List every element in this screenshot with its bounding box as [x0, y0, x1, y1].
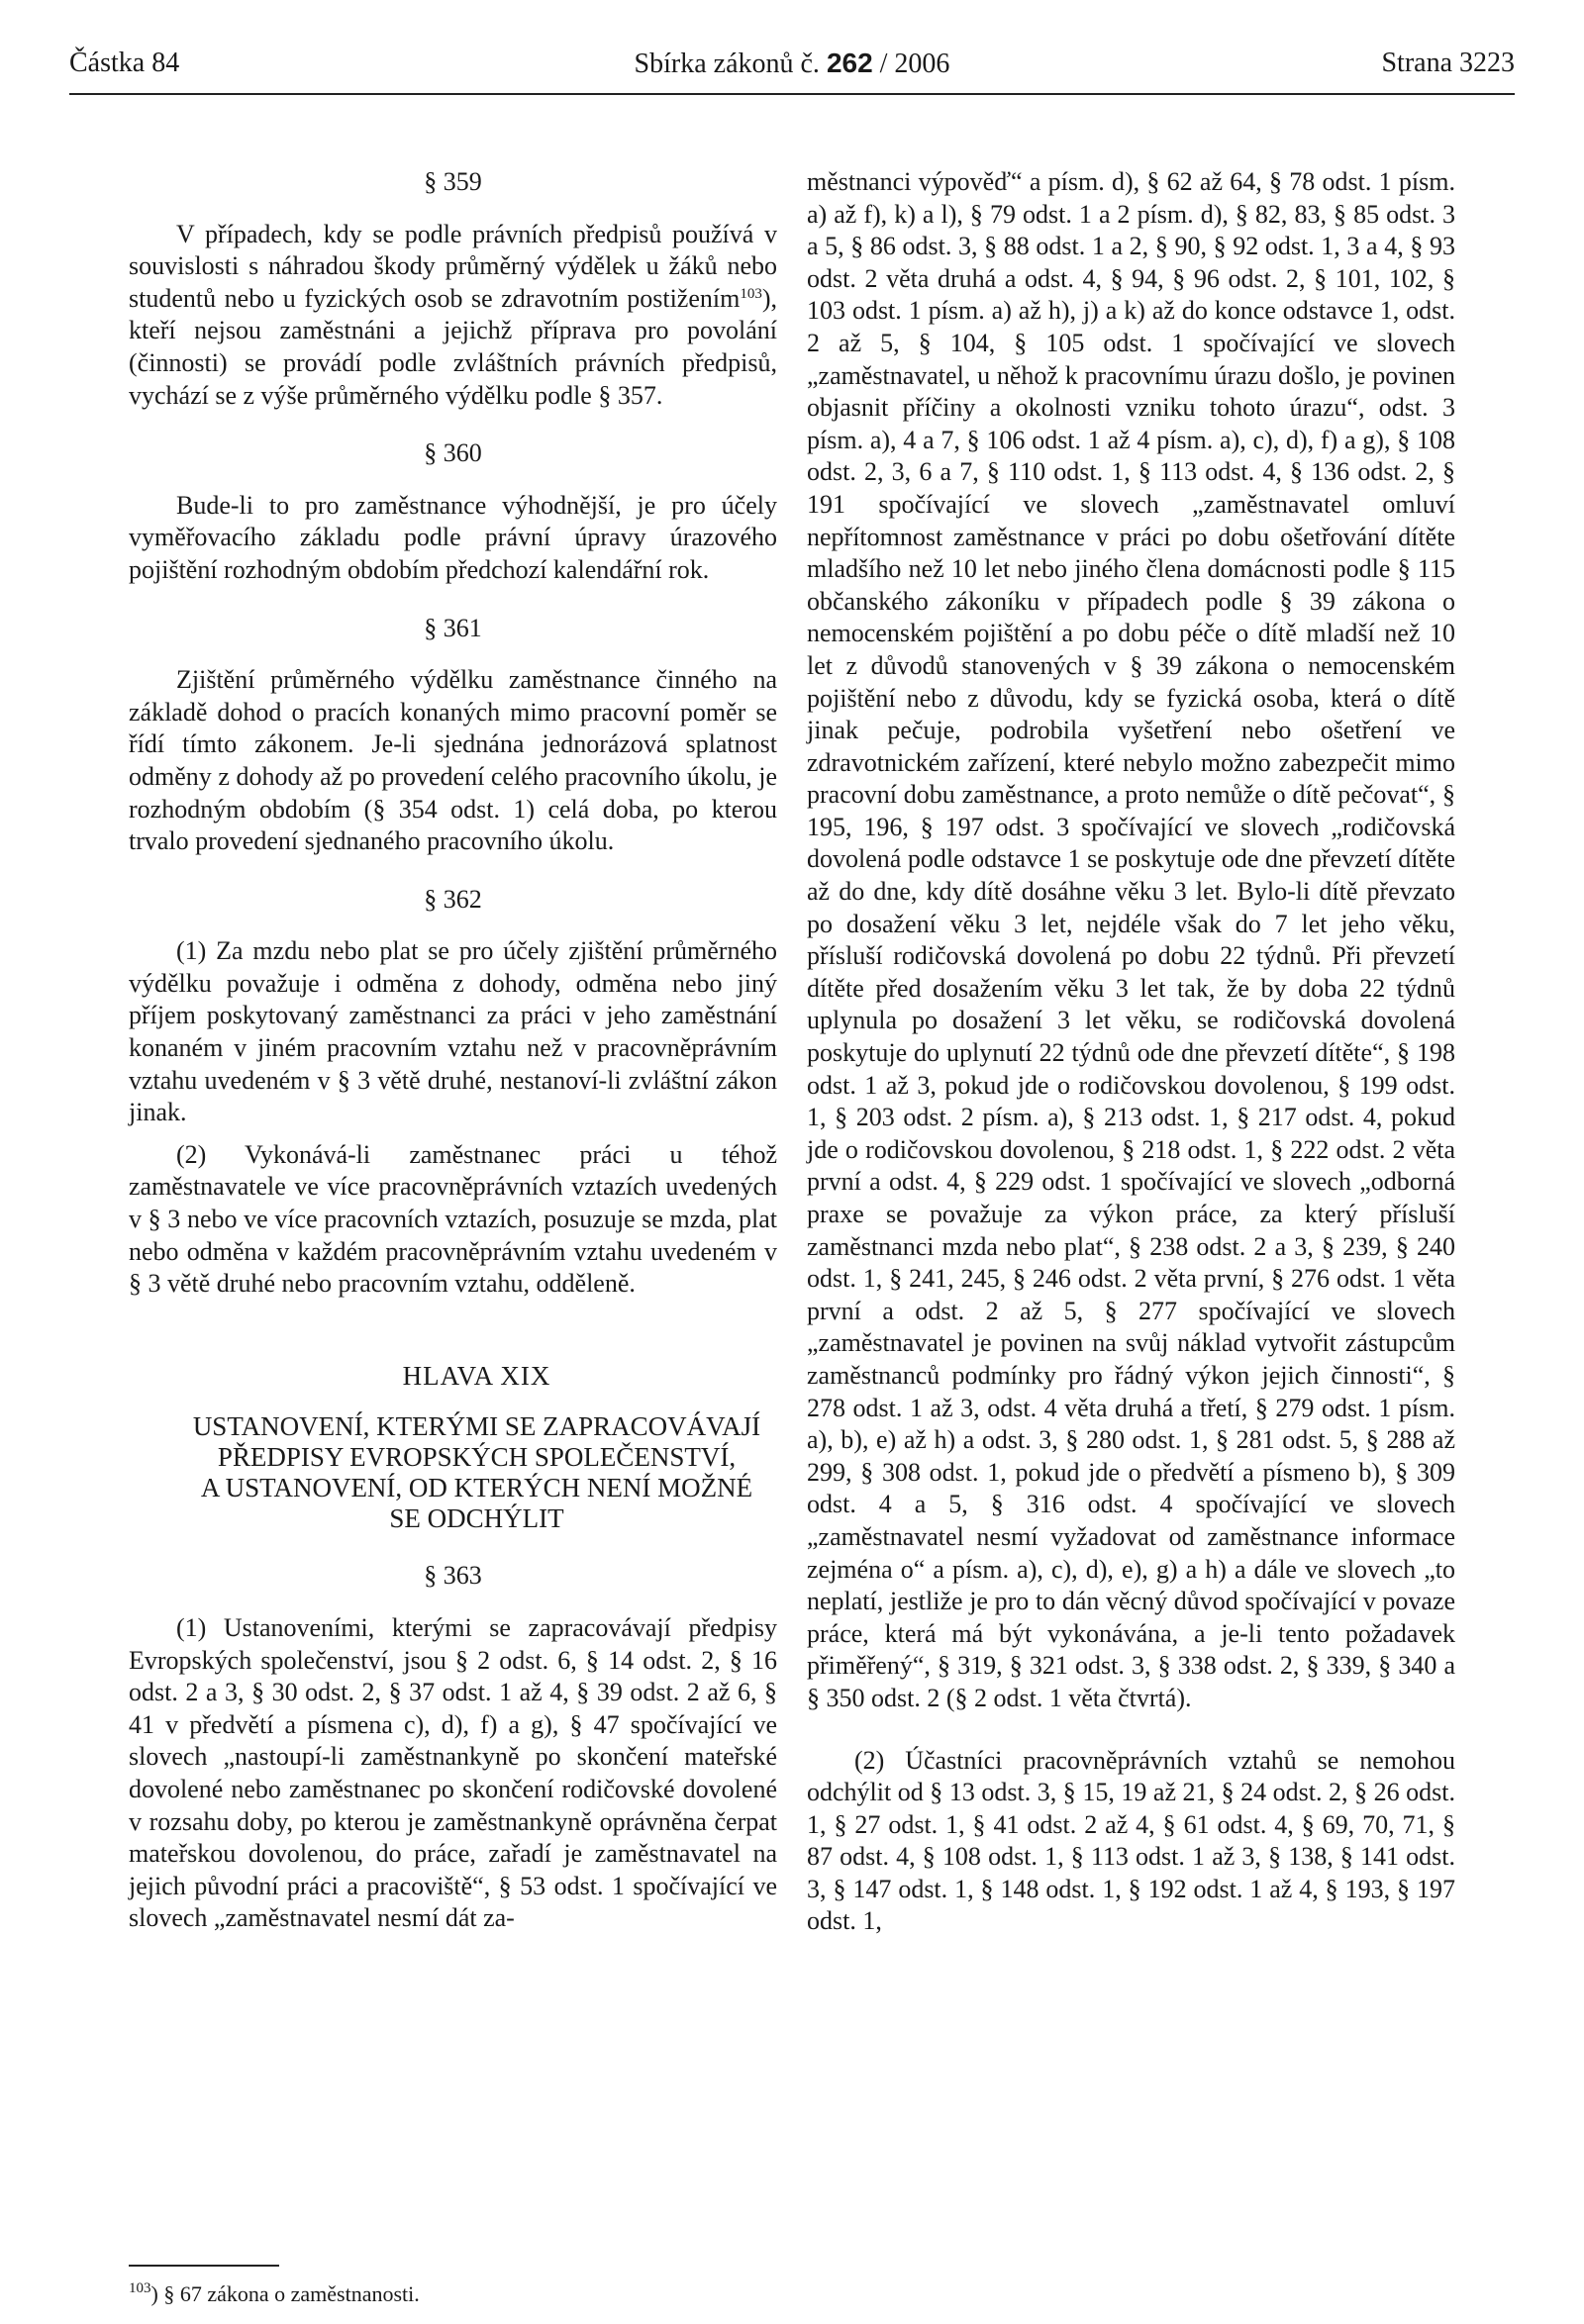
footnote-reference: 103 — [740, 285, 762, 302]
section-362-paragraph-1: (1) Za mzdu nebo plat se pro účely zjištění průměrného výdělku považuje i odměna z dohody, odměna nebo jiný příjem poskytovaný zaměstnanci za práci v jeho zaměstnání konaném v jiném pracovním vztahu než v pracovněprávním vztahu uvedeném v § 3 větě druhé, nestanoví-li zvláštní zákon jinak. — [129, 936, 777, 1127]
chapter-title-line-2: PŘEDPISY EVROPSKÝCH SPOLEČENSTVÍ, — [217, 1442, 737, 1473]
section-362-paragraph-2: (2) Vykonává-li zaměstnanec práci u téhož zaměstnavatele ve více pracovněprávních vztazích uvedených v § 3 nebo ve více pracovních vztazích, posuzuje se mzda, plat nebo odměna v každém pracovněprávním vztahu uvedeném v § 3 větě druhé nebo pracovním vztahu, odděleně. — [129, 1139, 777, 1299]
section-359-paragraph — [129, 219, 777, 413]
left-column — [129, 166, 777, 1935]
section-359-text-b: ), kteří nejsou zaměstnáni a jejichž příprava pro povolání (činnosti) se provádí podle zvláštních právních předpisů, vychází se z výše průměrného výdělku podle § 357. — [129, 283, 777, 410]
section-heading-362: § 362 — [424, 884, 482, 914]
chapter-title-line-1: USTANOVENÍ, KTERÝMI SE ZAPRACOVÁVAJÍ — [192, 1411, 761, 1442]
right-column — [807, 166, 1455, 1938]
section-heading-363: § 363 — [424, 1561, 482, 1591]
header-collection-prefix: Sbírka zákonů č. — [634, 48, 820, 79]
section-363-paragraph-1: (1) Ustanoveními, kterými se zapracovávají předpisy Evropských společenství, jsou § 2 odst. 6, § 14 odst. 2, § 16 odst. 2 a 3, § 30 odst. 2, § 37 odst. 1 až 4, § 39 odst. 2 až 6, § 41 v předvětí a písmena c), d), f) a g), § 47 spočívající ve slovech „nastoupí-li zaměstnankyně po skončení mateřské dovolené nebo zaměstnanec po skončení rodičovské dovolené v rozsahu doby, po kterou je zaměstnankyně oprávněna čerpat mateřskou dovolenou, do práce, zařadí je zaměstnavatel na jejich původní práci a pracoviště“, § 53 odst. 1 spočívající ve slovech „zaměstnavatel nesmí dát za- — [129, 1613, 777, 1933]
chapter-label: HLAVA XIX — [402, 1360, 551, 1391]
chapter-title-line-3: A USTANOVENÍ, OD KTERÝCH NENÍ MOŽNÉ — [200, 1473, 753, 1503]
page-header — [69, 48, 1515, 87]
footnote-text: ) § 67 zákona o zaměstnanosti. — [150, 2281, 420, 2306]
section-361-paragraph: Zjištění průměrného výdělku zaměstnance činného na základě dohod o pracích konaných mimo pracovní poměr se řídí tímto zákonem. Je-li sjednána jednorázová splatnost odměny z dohody až po provedení celého pracovního úkolu, je rozhodným obdobím (§ 354 odst. 1) celá doba, po kterou trvalo provedení sjednaného pracovního úkolu. — [129, 665, 777, 856]
footnote-rule — [129, 2265, 279, 2267]
header-collection-number: 262 — [826, 48, 873, 78]
chapter-title-line-4: SE ODCHÝLIT — [389, 1503, 564, 1534]
footnote-mark: 103 — [129, 2280, 151, 2296]
footnote — [129, 2281, 420, 2307]
section-363-paragraph-2: (2) Účastníci pracovněprávních vztahů se nemohou odchýlit od § 13 odst. 3, § 15, 19 až 21, § 24 odst. 2, § 26 odst. 1, § 27 odst. 1, § 41 odst. 2 až 4, § 61 odst. 4, § 69, 70, 71, § 87 odst. 4, § 108 odst. 1, § 113 odst. 1 až 3, § 138, § 141 odst. 3, § 147 odst. 1, § 148 odst. 1, § 192 odst. 1 až 4, § 193, § 197 odst. 1, — [807, 1745, 1455, 1936]
header-collection — [69, 48, 1515, 80]
section-heading-359: § 359 — [424, 167, 482, 196]
section-heading-360: § 360 — [424, 438, 482, 468]
header-collection-year: / 2006 — [879, 48, 950, 79]
section-heading-361: § 361 — [424, 613, 482, 642]
section-360-paragraph: Bude-li to pro zaměstnance výhodnější, je pro účely vyměřovacího základu podle právní úpravy úrazového pojištění rozhodným obdobím předchozí kalendářní rok. — [129, 490, 777, 584]
section-363-paragraph-1-continued: městnanci výpověď“ a písm. d), § 62 až 64, § 78 odst. 1 písm. a) až f), k) a l), § 79 odst. 1 a 2 písm. d), § 82, 83, § 85 odst. 3 a 5, § 86 odst. 3, § 88 odst. 1 a 2, § 90, § 92 odst. 1, 3 a 4, § 93 odst. 2 věta druhá a odst. 4, § 94, § 96 odst. 2, § 101, 102, § 103 odst. 1 písm. a) až h), j) a k) až do konce odstavce 1, odst. 2 až 5, § 104, § 105 odst. 1 spočívající ve slovech „zaměstnavatel, u něhož k pracovnímu úrazu došlo, je povinen objasnit příčiny a okolnosti vzniku tohoto úrazu“, odst. 3 písm. a), 4 a 7, § 106 odst. 1 až 4 písm. a), c), d), f) a g), § 108 odst. 2, 3, 6 a 7, § 110 odst. 1, § 113 odst. 4, § 136 odst. 2, § 191 spočívající ve slovech „zaměstnavatel omluví nepřítomnost zaměstnance v práci po dobu ošetřování dítěte mladšího než 10 let nebo jiného člena domácnosti podle § 115 občanského zákoníku v případech podle § 39 zákona o nemocenském pojištění a po dobu péče o dítě mladší než 10 let z důvodů stanovených v § 39 zákona o nemocenském pojištění nebo z důvodu, kdy se fyzická osoba, která o dítě jinak pečuje, podrobila vyšetření nebo ošetření ve zdravotnickém zařízení, které nebylo možno zabezpečit mimo pracovní dobu zaměstnance, a proto nemůže o dítě pečovat“, § 195, 196, § 197 odst. 3 spočívající ve slovech „rodičovská dovolená podle odstavce 1 se poskytuje ode dne převzetí dítěte až do dne, kdy dítě dosáhne věku 3 let. Bylo-li dítě převzato po dosažení věku 3 let, nejdéle však do 7 let jeho věku, přísluší rodičovská dovolená po dobu 22 týdnů. Při převzetí dítěte před dosažením věku 3 let tak, že by doba 22 týdnů uplynula po dosažení 3 let věku, se rodičovská dovolená poskytuje do uplynutí 22 týdnů ode dne převzetí dítěte“, § 198 odst. 1 až 3, pokud jde o rodičovskou dovolenou, § 199 odst. 1, § 203 odst. 2 písm. a), § 213 odst. 1, § 217 odst. 4, pokud jde o rodičovskou dovolenou, § 218 odst. 1, § 222 odst. 2 věta první a odst. 4, § 229 odst. 1 spočívající ve slovech „odborná praxe se považuje za výkon práce, za který přísluší zaměstnanci mzda nebo plat“, § 238 odst. 2 a 3, § 239, § 240 odst. 1, § 241, 245, § 246 odst. 2 věta první, § 276 odst. 1 věta první a odst. 2 až 5, § 277 spočívající ve slovech „zaměstnavatel je povinen na svůj náklad vytvořit zástupcům zaměstnanců podmínky pro řádný výkon jejich činnosti“, § 278 odst. 1 až 3, odst. 4 věta druhá a třetí, § 279 odst. 1 písm. a), b), e) až h) a odst. 3, § 280 odst. 1, § 281 odst. 5, § 288 až 299, § 308 odst. 1, pokud jde o předvětí a písmeno b), § 309 odst. 4 a 5, § 316 odst. 4 spočívající ve slovech „zaměstnavatel nesmí vyžadovat od zaměstnance informace zejména o“ a písm. a), c), d), e), g) a h) a dále ve slovech „to neplatí, jestliže je pro to dán věcný důvod spočívající v povaze práce, která má být vykonávána, a je-li tento požadavek přiměřený“, § 319, § 321 odst. 3, § 338 odst. 2, § 339, § 340 a § 350 odst. 2 (§ 2 odst. 1 věta čtvrtá). — [807, 167, 1455, 1712]
header-rule — [69, 93, 1515, 95]
section-359-text-a: V případech, kdy se podle právních předpisů používá v souvislosti s náhradou škody průměrný výdělek u žáků nebo studentů nebo u fyzických osob se zdravotním postižením — [129, 219, 777, 313]
header-part: Částka 84 — [69, 48, 180, 78]
header-page-number: Strana 3223 — [1381, 48, 1515, 78]
